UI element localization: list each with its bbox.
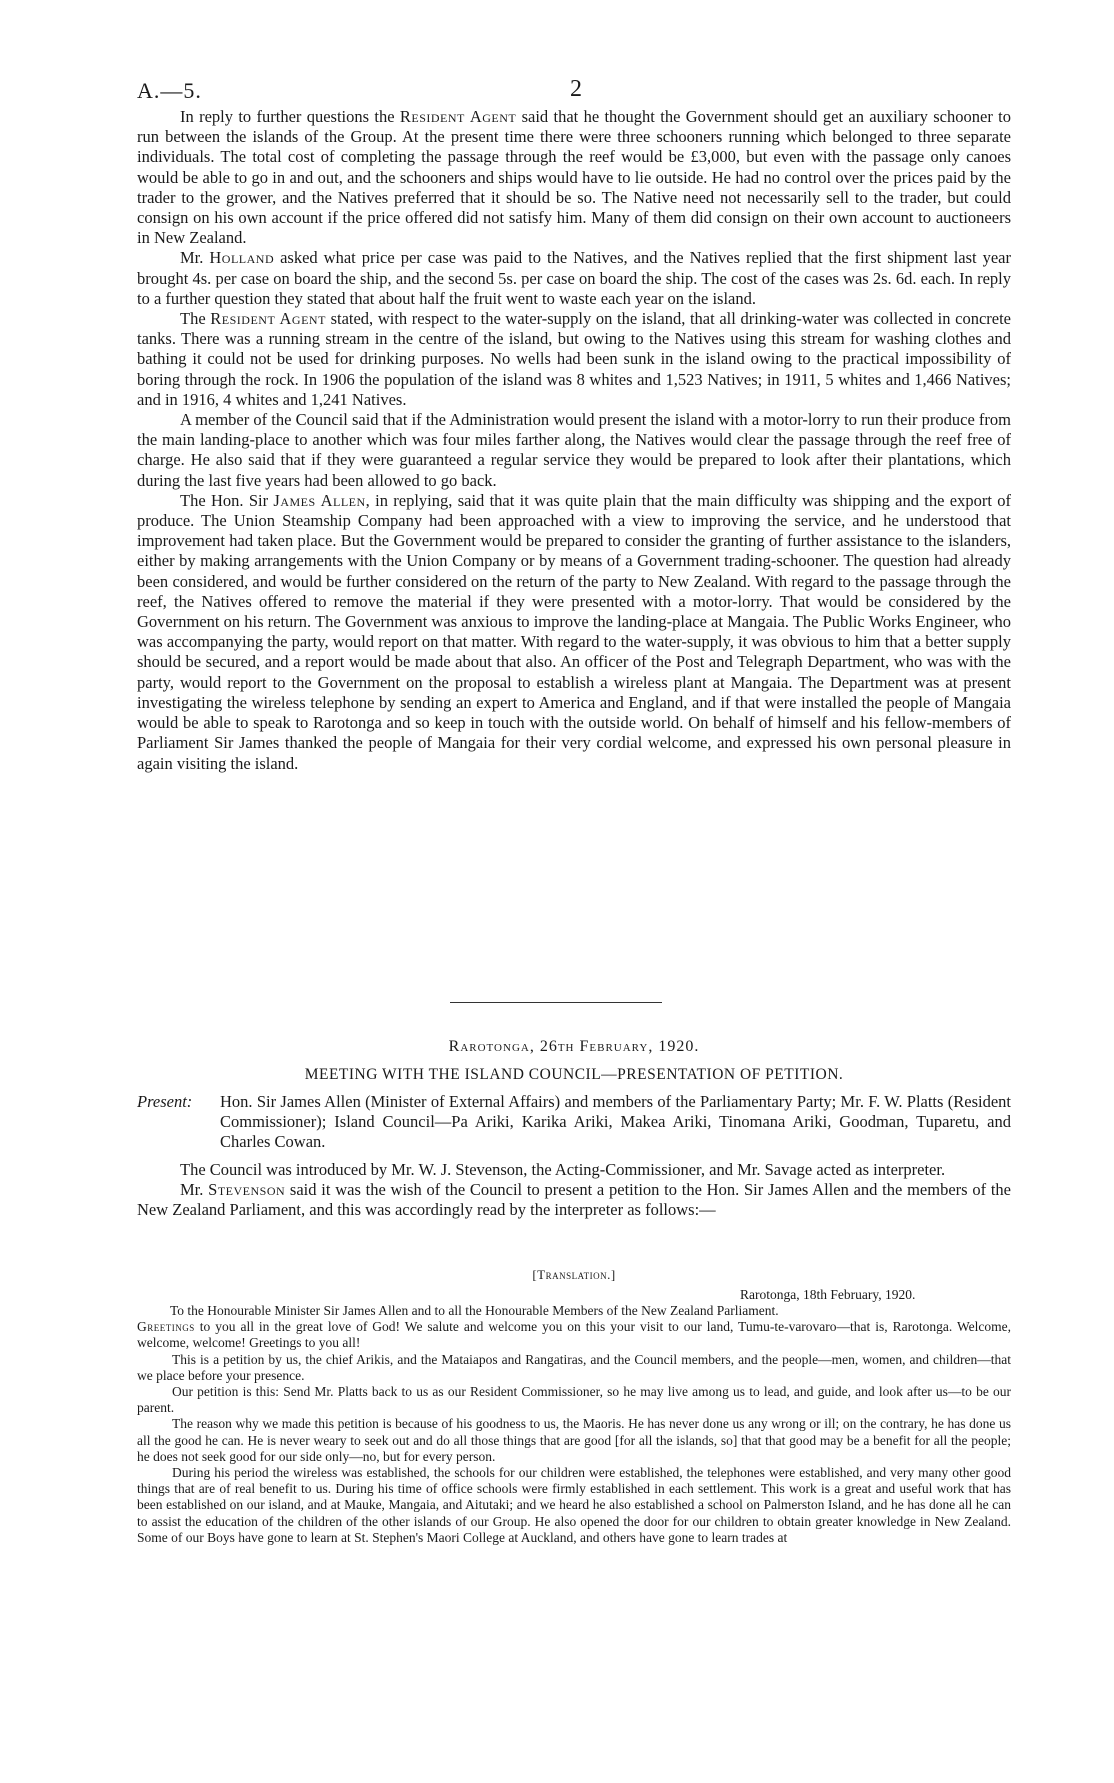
petition-letter — [137, 1303, 1011, 1546]
document-reference: A.—5. — [137, 78, 202, 103]
paragraph — [137, 1319, 1011, 1351]
paragraph — [137, 491, 1011, 774]
paragraph: The Council was introduced by Mr. W. J. Stevenson, the Acting-Commissioner, and Mr. Savage acted as interpreter. — [180, 1160, 946, 1179]
text-run: said it was the wish of the Council to present a petition to the Hon. Sir James Allen and the members of the New Zealand Parliament, and this was accordingly read by the interpreter as follows:— — [137, 1180, 1012, 1220]
paragraph — [137, 107, 1011, 248]
present-text: Hon. Sir James Allen (Minister of External Affairs) and members of the Parliamentary Party; Mr. F. W. Platts (Resident Commissioner); Island Council—Pa Ariki, Karika Ariki, Makea Ariki, Tinomana Ariki, Goodman, Tuparetu, and Charles Cowan. — [220, 1092, 1011, 1152]
paragraph: This is a petition by us, the chief Arikis, and the Mataiapos and Rangatiras, and the Council members, and the people—men, women, and children—that we place before your presence. — [137, 1351, 1011, 1383]
petition-date: Rarotonga, 18th February, 1920. — [740, 1287, 916, 1302]
section-mangaia-discussion — [137, 107, 1011, 774]
text-run: stated, with respect to the water-supply on the island, that all drinking-water was collected in concrete tanks. There was a running stream in the centre of the island, but owing to the Natives using this stream for washing clothes and bathing it could not be used for drinking purposes. No wells had been sunk in the island owing to the practical impossibility of boring through the rock. In 1906 the population of the island was 8 whites and 1,523 Natives; in 1911, 5 whites and 1,466 Natives; and in 1916, 4 whites and 1,241 Natives. — [137, 309, 1011, 409]
council-introduction — [137, 1160, 1011, 1221]
text-run: to you all in the great love of God! We salute and welcome you on this your visit to our land, Tumu-te-varovaro—that is, Rarotonga. Welcome, welcome, welcome! Greetings to you all! — [137, 1319, 1011, 1351]
paragraph — [137, 1180, 1011, 1220]
paragraph: Our petition is this: Send Mr. Platts back to us as our Resident Commissioner, so he may live among us to lead, and guide, and look after us—to be our parent. — [137, 1384, 1011, 1416]
greeting-word: Greetings — [137, 1319, 195, 1335]
dateline: Rarotonga, 26th February, 1920. — [448, 1038, 700, 1055]
speaker-name: Resident Agent — [399, 107, 517, 126]
text-run: Mr. — [180, 1180, 209, 1200]
speaker-name: Stevenson — [208, 1180, 286, 1200]
text-run: In reply to further questions the — [180, 107, 400, 126]
text-run: The Hon. Sir — [180, 490, 274, 510]
speaker-name: James Allen — [273, 490, 366, 510]
speaker-name: Holland — [209, 248, 275, 268]
text-run: The — [180, 309, 211, 329]
petition-address: To the Honourable Minister Sir James Allen and to all the Honourable Members of the New Zealand Parliament. — [170, 1303, 779, 1318]
translation-heading: [Translation.] — [532, 1267, 616, 1282]
paragraph — [137, 309, 1011, 410]
paragraph: During his period the wireless was established, the schools for our children were established, the telephones were established, and very many other good things that are of real benefit to us. During his time of office schools were firmly established in each settlement. This work is a great and useful work that has been established on our island, and at Mauke, Mangaia, and Aitutaki; and we heard he also established a school on Palmerston Island, and he has done all he can to assist the education of the children of the other islands of our Group. He also opened the door for our children to obtain greater knowledge in New Zealand. Some of our Boys have gone to learn at St. Stephen's Maori College at Auckland, and others have gone to learn trades at — [137, 1465, 1011, 1545]
paragraph: A member of the Council said that if the Administration would present the island with a motor-lorry to run their produce from the main landing-place to another which was four miles farther along, the Natives would clear the passage through the reef free of charge. He also said that if they were guaranteed a regular service they would be prepared to look after their plantations, which during the last five years had been allowed to go back. — [137, 410, 1011, 490]
present-list — [137, 1092, 1011, 1153]
meeting-title: MEETING WITH THE ISLAND COUNCIL—PRESENTATION OF PETITION. — [304, 1066, 844, 1083]
text-run: asked what price per case was paid to the Natives, and the Natives replied that the first shipment last year brought 4s. per case on board the ship, and the second 5s. per case on board the ship. The cost of the cases was 2s. 6d. each. In reply to a further question they stated that about half the fruit went to waste each year on the island. — [137, 248, 1011, 308]
text-run: Mr. — [180, 248, 210, 268]
section-divider — [450, 1002, 662, 1003]
speaker-name: Resident Agent — [210, 309, 326, 329]
present-label: Present: — [137, 1092, 193, 1111]
paragraph — [137, 248, 1011, 309]
paragraph: The reason why we made this petition is because of his goodness to us, the Maoris. He has never done us any wrong or ill; on the contrary, he has done us all the good he can. He is never weary to seek out and do all those things that are good [for all the islands, so] that that good may be a benefit for all the people; he does not seek good for our side only—no, but for every person. — [137, 1416, 1011, 1464]
text-run: said that he thought the Government should get an auxiliary schooner to run between the islands of the Group. At the present time there were three schooners running which belonged to three separate individuals. The total cost of completing the passage through the reef would be £3,000, but even with the passage only canoes would be able to go in and out, and the schooners and ships would have to lie outside. He had no control over the prices paid by the trader to the grower, and the Natives preferred that it should be so. The Native need not necessarily sell to the trader, but could consign on his own account if the price offered did not satisfy him. Many of them did consign on their own account to auctioneers in New Zealand. — [137, 107, 1011, 248]
page-number: 2 — [570, 76, 582, 102]
text-run: , in replying, said that it was quite plain that the main difficulty was shipping and the export of produce. The Union Steamship Company had been approached with a view to improving the service, and he understood that improvement had taken place. But the Government would be prepared to consider the granting of further assistance to the islanders, either by making arrangements with the Union Company or by means of a Government trading-schooner. The question had already been considered, and would be further considered on the return of the party to New Zealand. With regard to the passage through the reef, the Natives offered to remove the material if they were presented with a motor-lorry. That would be considered by the Government on his return. The Government was anxious to improve the landing-place at Mangaia. The Public Works Engineer, who was accompanying the party, would report on that matter. With regard to the water-supply, it was obvious to him that a better supply should be secured, and a report would be made about that also. An officer of the Post and Telegraph Department, who was with the party, would report to the Government on the proposal to establish a wireless plant at Mangaia. The Department was at present investigating the wireless telephone by sending an expert to America and England, and if that were installed the people of Mangaia would be able to speak to Rarotonga and so keep in touch with the outside world. On behalf of himself and his fellow-members of Parliament Sir James thanked the people of Mangaia for their very cordial welcome, and expressed his own personal pleasure in again visiting the island. — [137, 490, 1012, 773]
